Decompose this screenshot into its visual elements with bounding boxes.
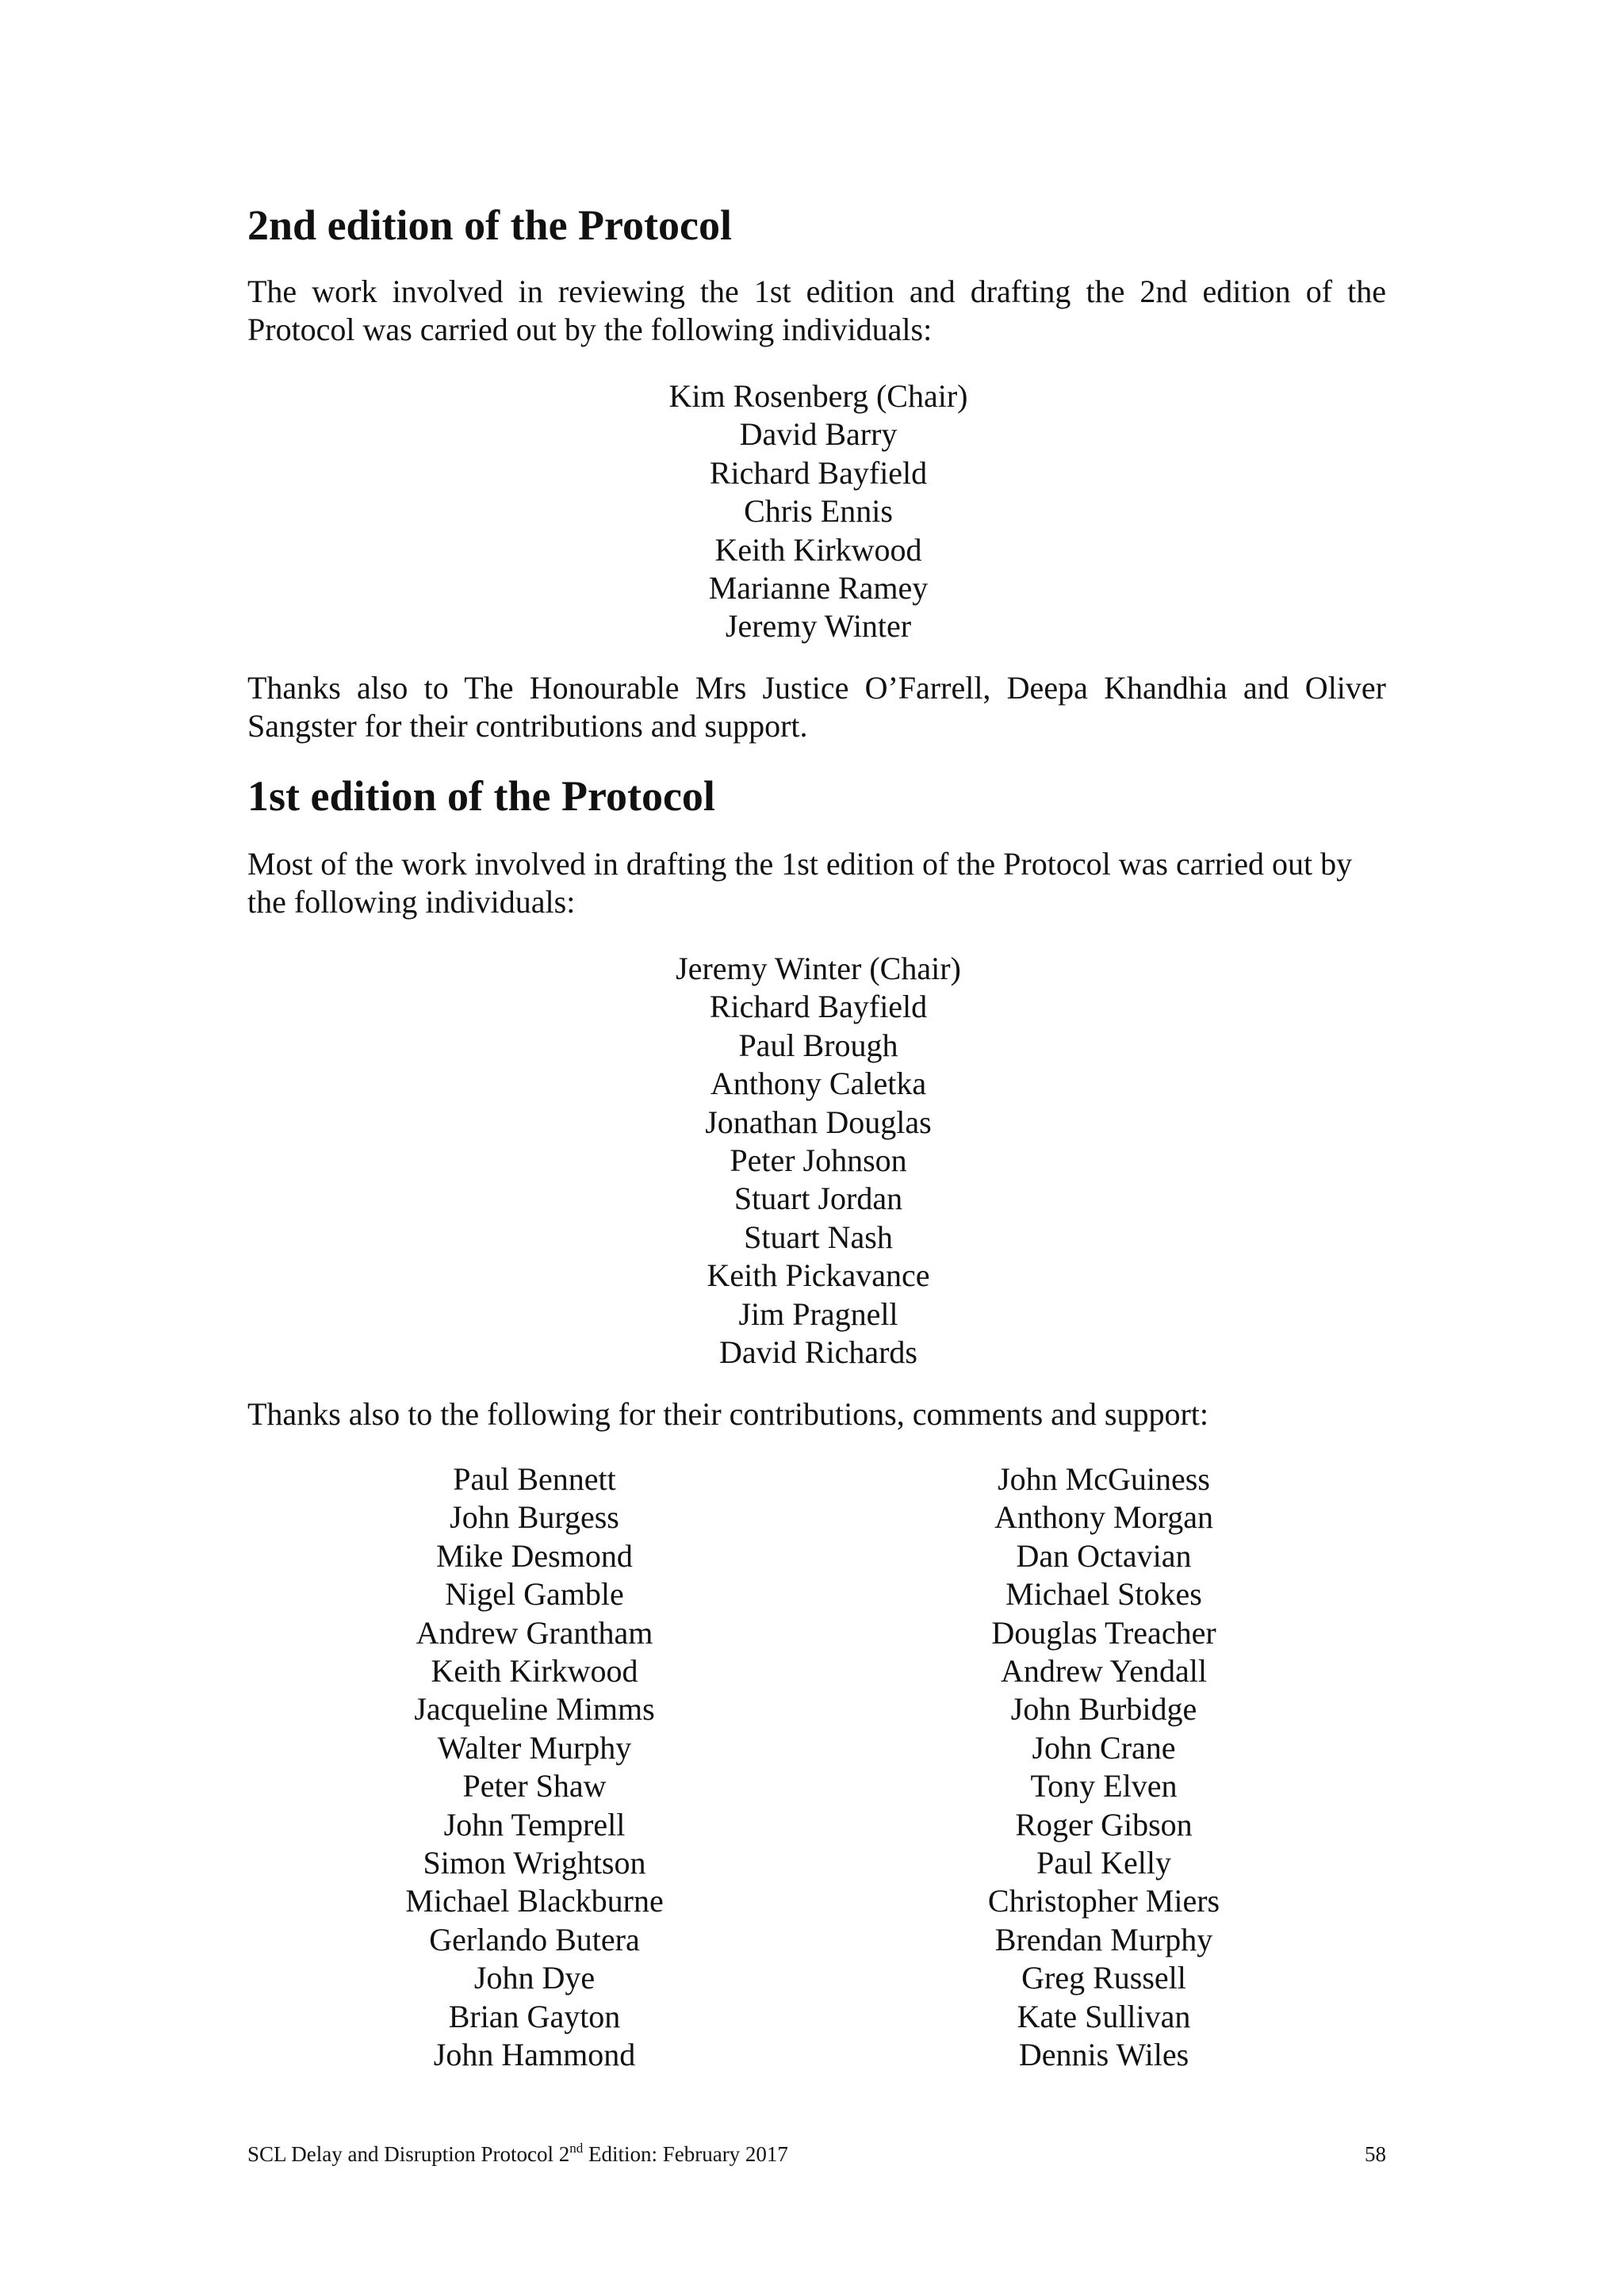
person-name: Stuart Jordan bbox=[733, 1181, 903, 1217]
second-edition-thanks: Thanks also to The Honourable Mrs Justice O’Farrell, Deepa Khandhia and Oliver Sangster for their contributions and support. bbox=[247, 670, 1386, 744]
person-name: Marianne Ramey bbox=[708, 570, 929, 607]
first-edition-thanks: Thanks also to the following for their contributions, comments and support: bbox=[247, 1396, 1209, 1432]
person-name: Walter Murphy bbox=[437, 1729, 632, 1766]
person-name: Kate Sullivan bbox=[1017, 1998, 1191, 2034]
person-name: Anthony Morgan bbox=[994, 1499, 1213, 1536]
person-name: Dennis Wiles bbox=[1018, 2037, 1189, 2073]
person-name: Michael Blackburne bbox=[405, 1883, 664, 1919]
person-name: Dan Octavian bbox=[1016, 1537, 1192, 1574]
person-name: Jeremy Winter (Chair) bbox=[676, 951, 961, 986]
contributors-right-column bbox=[906, 1460, 1302, 2075]
person-name: Brian Gayton bbox=[448, 1998, 621, 2034]
person-name: Andrew Yendall bbox=[1001, 1653, 1207, 1689]
person-name: Jeremy Winter bbox=[725, 608, 912, 645]
person-name: John Burgess bbox=[450, 1499, 619, 1536]
person-name: John Hammond bbox=[433, 2037, 636, 2073]
person-name: Stuart Nash bbox=[744, 1219, 893, 1255]
second-edition-members bbox=[565, 377, 1072, 646]
person-name: Tony Elven bbox=[1030, 1768, 1178, 1804]
first-edition-members bbox=[565, 950, 1072, 1372]
person-name: Brendan Murphy bbox=[994, 1921, 1213, 1957]
person-name: Paul Brough bbox=[738, 1027, 898, 1063]
person-name: Chris Ennis bbox=[744, 493, 893, 530]
person-name: Peter Johnson bbox=[730, 1142, 907, 1179]
person-name: Paul Kelly bbox=[1036, 1845, 1171, 1881]
person-name: Richard Bayfield bbox=[709, 454, 928, 491]
person-name: Keith Kirkwood bbox=[714, 531, 922, 568]
person-name: Mike Desmond bbox=[436, 1537, 633, 1574]
person-name: John Crane bbox=[1032, 1729, 1176, 1766]
footer-title-suffix: Edition: February 2017 bbox=[583, 2142, 788, 2166]
person-name: John Dye bbox=[473, 1960, 596, 1996]
person-name: Anthony Caletka bbox=[710, 1066, 927, 1102]
person-name: Christopher Miers bbox=[987, 1883, 1220, 1919]
page-number: 58 bbox=[1365, 2142, 1386, 2166]
contributors-left-column bbox=[336, 1460, 733, 2075]
person-name: David Barry bbox=[739, 416, 898, 453]
second-edition-heading: 2nd edition of the Protocol bbox=[247, 201, 732, 249]
person-name: Simon Wrightson bbox=[423, 1845, 646, 1881]
footer-title-superscript: nd bbox=[569, 2141, 584, 2156]
person-name: John Burbidge bbox=[1010, 1691, 1197, 1728]
person-name: Nigel Gamble bbox=[445, 1576, 624, 1613]
person-name: Keith Pickavance bbox=[707, 1257, 930, 1294]
person-name: Paul Bennett bbox=[453, 1461, 616, 1497]
person-name: Andrew Grantham bbox=[416, 1614, 653, 1651]
person-name: Peter Shaw bbox=[462, 1768, 607, 1804]
person-name: Roger Gibson bbox=[1015, 1806, 1193, 1843]
person-name: Gerlando Butera bbox=[429, 1921, 640, 1957]
person-name: David Richards bbox=[719, 1334, 917, 1371]
person-name: John McGuiness bbox=[998, 1461, 1210, 1497]
person-name: Kim Rosenberg (Chair) bbox=[668, 378, 968, 414]
person-name: John Temprell bbox=[443, 1806, 626, 1843]
person-name: Keith Kirkwood bbox=[431, 1653, 638, 1689]
first-edition-heading: 1st edition of the Protocol bbox=[247, 772, 715, 820]
person-name: Greg Russell bbox=[1021, 1960, 1186, 1996]
person-name: Jacqueline Mimms bbox=[414, 1691, 655, 1728]
person-name: Douglas Treacher bbox=[991, 1614, 1216, 1651]
footer-title-prefix: SCL Delay and Disruption Protocol 2 bbox=[247, 2142, 570, 2166]
person-name: Richard Bayfield bbox=[709, 989, 928, 1025]
person-name: Jim Pragnell bbox=[738, 1295, 898, 1332]
person-name: Jonathan Douglas bbox=[705, 1104, 932, 1140]
footer-document-title bbox=[247, 2141, 788, 2168]
person-name: Michael Stokes bbox=[1005, 1576, 1202, 1613]
first-edition-intro: Most of the work involved in drafting the 1st edition of the Protocol was carried out by the following individuals: bbox=[247, 846, 1353, 920]
second-edition-intro: The work involved in reviewing the 1st edition and drafting the 2nd edition of the Protocol was carried out by the following individuals: bbox=[247, 274, 1386, 347]
